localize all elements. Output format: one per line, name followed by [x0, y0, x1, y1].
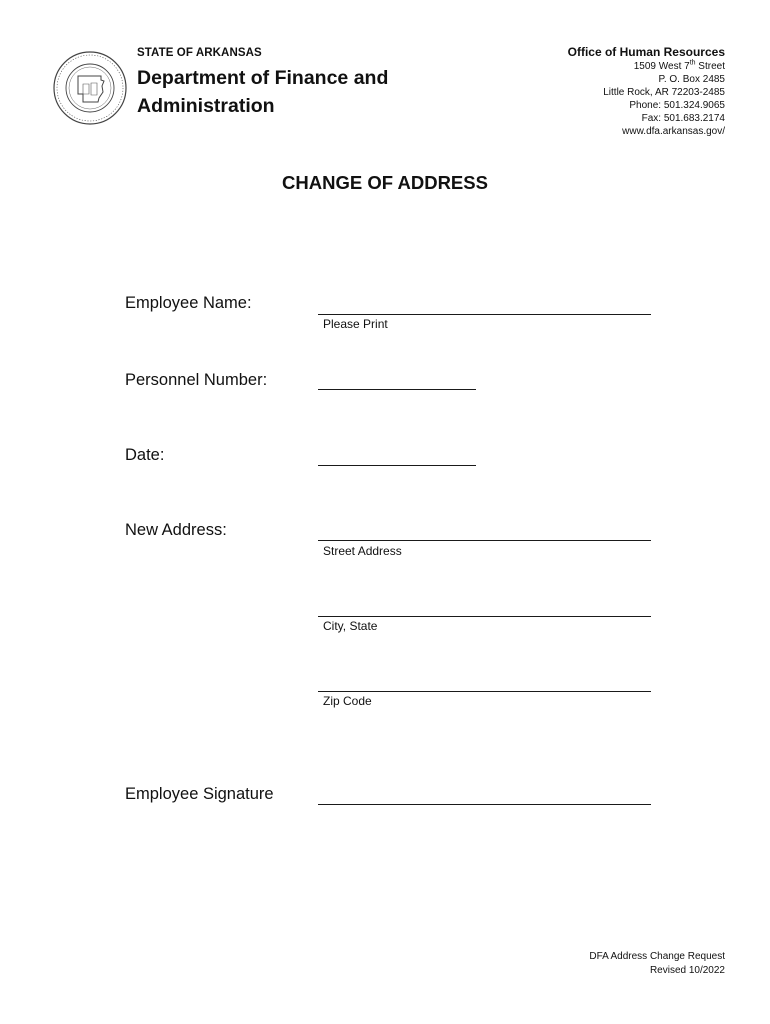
- zip-code-hint: Zip Code: [323, 694, 372, 708]
- office-fax: Fax: 501.683.2174: [641, 113, 725, 124]
- footer-revised-date: Revised 10/2022: [649, 965, 725, 976]
- office-street-suffix: Street: [695, 61, 725, 72]
- street-address-line[interactable]: [318, 540, 651, 541]
- footer-form-name: DFA Address Change Request: [589, 951, 725, 962]
- date-label: Date:: [125, 446, 165, 464]
- office-contact-block: [465, 45, 725, 138]
- personnel-number-label: Personnel Number:: [125, 371, 268, 389]
- office-website[interactable]: www.dfa.arkansas.gov/: [622, 126, 725, 137]
- office-street-number: 1509 West 7: [633, 61, 690, 72]
- signature-label: Employee Signature: [125, 785, 274, 803]
- office-phone: Phone: 501.324.9065: [629, 100, 725, 111]
- state-label: STATE OF ARKANSAS: [137, 47, 262, 59]
- employee-name-label: Employee Name:: [125, 294, 252, 312]
- street-address-hint: Street Address: [323, 544, 402, 558]
- employee-name-hint: Please Print: [323, 317, 388, 331]
- form-footer: [589, 950, 725, 978]
- personnel-number-line[interactable]: [318, 389, 476, 390]
- office-title: Office of Human Resources: [567, 45, 725, 59]
- form-title: CHANGE OF ADDRESS: [282, 172, 488, 193]
- date-line[interactable]: [318, 465, 476, 466]
- signature-line[interactable]: [318, 804, 651, 805]
- office-street: [465, 60, 725, 73]
- city-state-hint: City, State: [323, 619, 378, 633]
- employee-name-line[interactable]: [318, 314, 651, 315]
- zip-code-line[interactable]: [318, 691, 651, 692]
- office-po-box: P. O. Box 2485: [658, 74, 725, 85]
- office-street-superscript: th: [689, 59, 696, 67]
- new-address-label: New Address:: [125, 521, 227, 539]
- city-state-line[interactable]: [318, 616, 651, 617]
- department-name: Department of Finance and Administration: [137, 67, 389, 117]
- state-seal-icon: [52, 50, 128, 126]
- office-city-state-zip: Little Rock, AR 72203-2485: [603, 87, 725, 98]
